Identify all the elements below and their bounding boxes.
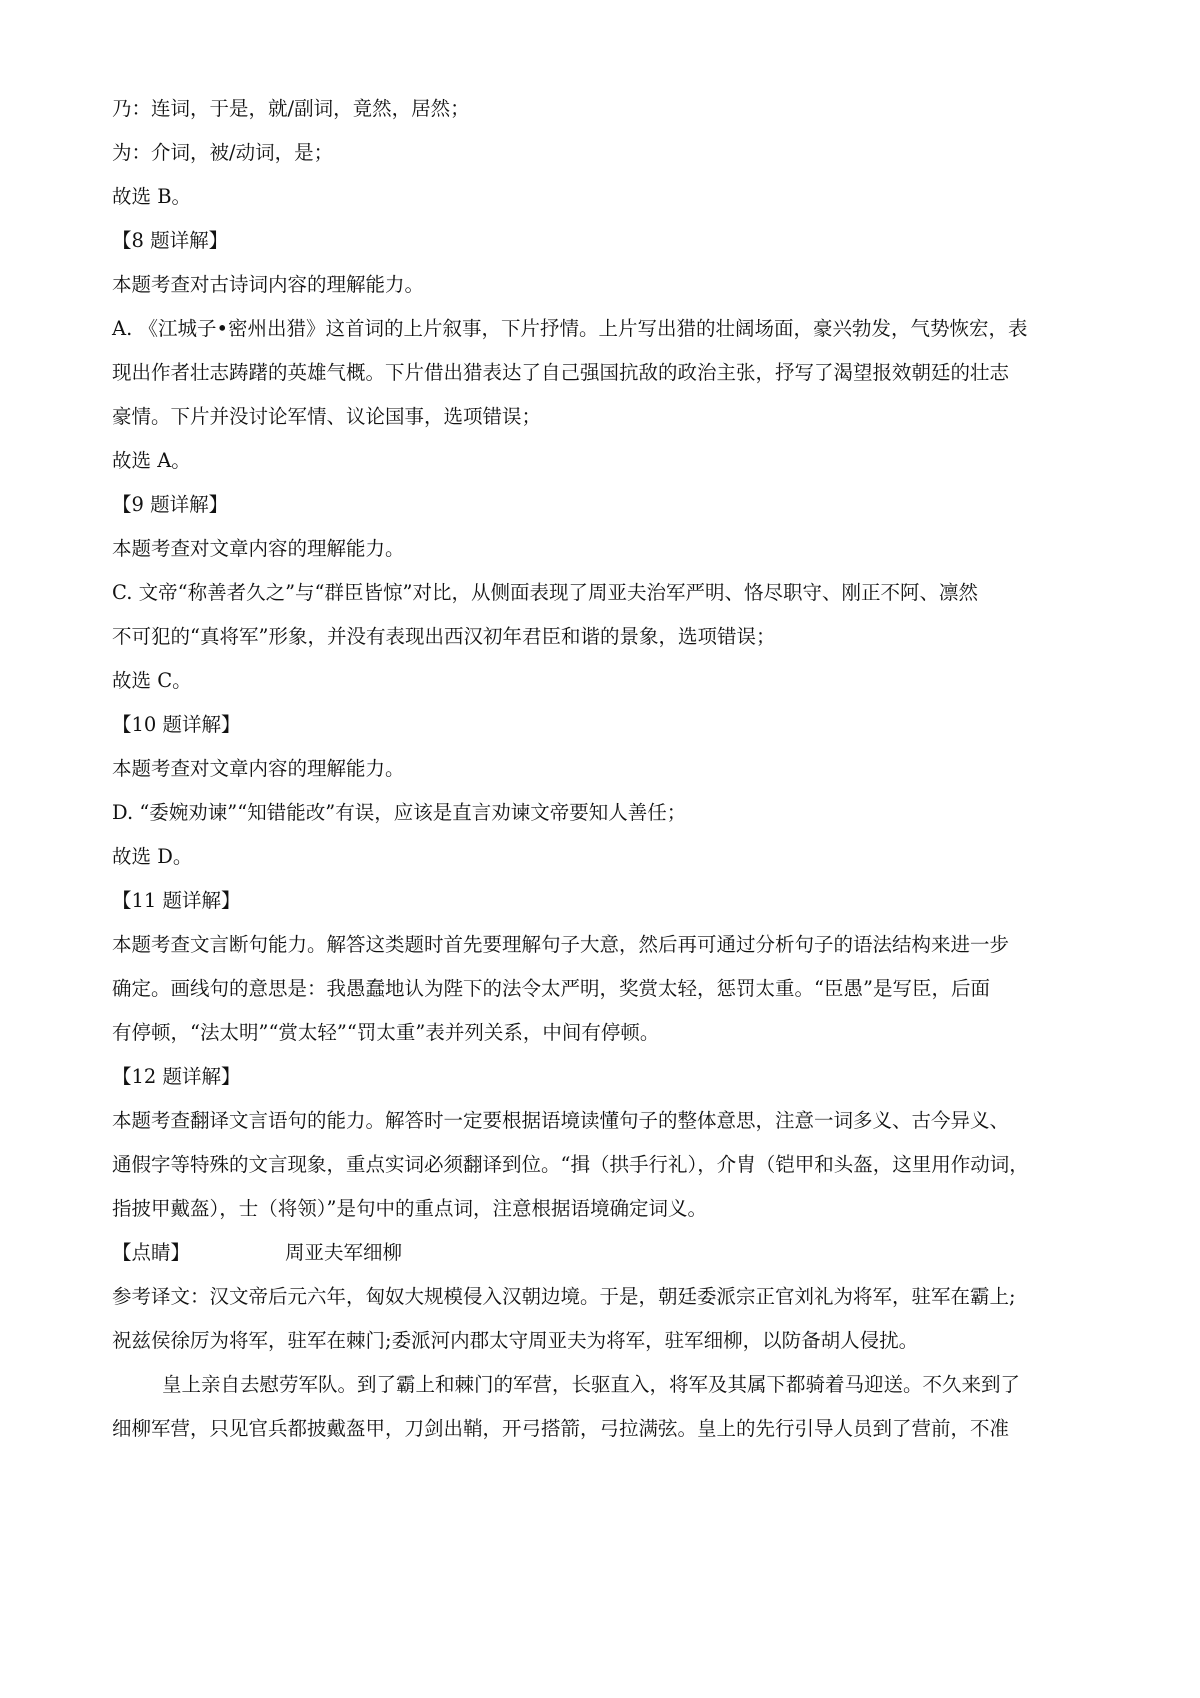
text-line: 本题考查文言断句能力。解答这类题时首先要理解句子大意，然后再可通过分析句子的语法结构来进一步 (112, 933, 1010, 956)
translation-line: 祝兹侯徐厉为将军，驻军在棘门;委派河内郡太守周亚夫为将军，驻军细柳，以防备胡人侵扰。 (112, 1329, 919, 1352)
text-line: 故选 C。 (112, 669, 192, 692)
text-line: 有停顿，“法太明”“赏太轻”“罚太重”表并列关系，中间有停顿。 (112, 1021, 660, 1044)
dianjing-title: 周亚夫军细柳 (285, 1241, 403, 1264)
section-heading: 【10 题详解】 (112, 713, 241, 736)
text-line: 乃：连词，于是，就/副词，竟然，居然； (112, 97, 470, 120)
translation-line: 细柳军营，只见官兵都披戴盔甲，刀剑出鞘，开弓搭箭，弓拉满弦。皇上的先行引导人员到了营前，不准 (112, 1417, 1010, 1440)
dianjing-label: 【点睛】 (112, 1241, 191, 1264)
section-heading: 【11 题详解】 (112, 889, 241, 912)
text-line: 确定。画线句的意思是：我愚蠢地认为陛下的法令太严明，奖赏太轻，惩罚太重。“臣愚”是写臣，后面 (112, 977, 990, 1000)
text-line: 通假字等特殊的文言现象，重点实词必须翻译到位。“揖（拱手行礼），介胄（铠甲和头盔，这里用作动词， (112, 1153, 1029, 1176)
section-heading: 【12 题详解】 (112, 1065, 241, 1088)
text-line: 不可犯的“真将军”形象，并没有表现出西汉初年君臣和谐的景象，选项错误； (112, 625, 776, 648)
translation-line: 皇上亲自去慰劳军队。到了霸上和棘门的军营，长驱直入，将军及其属下都骑着马迎送。不久来到了 (162, 1373, 1021, 1396)
dianjing-heading (112, 1241, 1097, 1265)
text-line: C. 文帝“称善者久之”与“群臣皆惊”对比，从侧面表现了周亚夫治军严明、恪尽职守、刚正不阿、凛然 (112, 581, 978, 604)
text-line: 现出作者壮志踌躇的英雄气概。下片借出猎表达了自己强国抗敌的政治主张，抒写了渴望报效朝廷的壮志 (112, 361, 1010, 384)
text-line: 故选 B。 (112, 185, 192, 208)
text-line: A. 《江城子•密州出猎》这首词的上片叙事，下片抒情。上片写出猎的壮阔场面，豪兴勃发，气势恢宏，表 (112, 317, 1028, 340)
text-line: 本题考查翻译文言语句的能力。解答时一定要根据语境读懂句子的整体意思，注意一词多义、古今异义、 (112, 1109, 1010, 1132)
text-line: 本题考查对文章内容的理解能力。 (112, 537, 405, 560)
text-line: 本题考查对文章内容的理解能力。 (112, 757, 405, 780)
text-line: 故选 D。 (112, 845, 193, 868)
text-line: D. “委婉劝谏”“知错能改”有误，应该是直言劝谏文帝要知人善任； (112, 801, 687, 824)
text-line: 故选 A。 (112, 449, 191, 472)
section-heading: 【9 题详解】 (112, 493, 229, 516)
section-heading: 【8 题详解】 (112, 229, 229, 252)
text-line: 指披甲戴盔），士（将领）”是句中的重点词，注意根据语境确定词义。 (112, 1197, 707, 1220)
translation-line: 参考译文：汉文帝后元六年，匈奴大规模侵入汉朝边境。于是，朝廷委派宗正官刘礼为将军，驻军在霸上; (112, 1285, 1016, 1308)
text-line: 为：介词，被/动词，是； (112, 141, 334, 164)
text-line: 豪情。下片并没讨论军情、议论国事，选项错误； (112, 405, 542, 428)
text-line: 本题考查对古诗词内容的理解能力。 (112, 273, 425, 296)
